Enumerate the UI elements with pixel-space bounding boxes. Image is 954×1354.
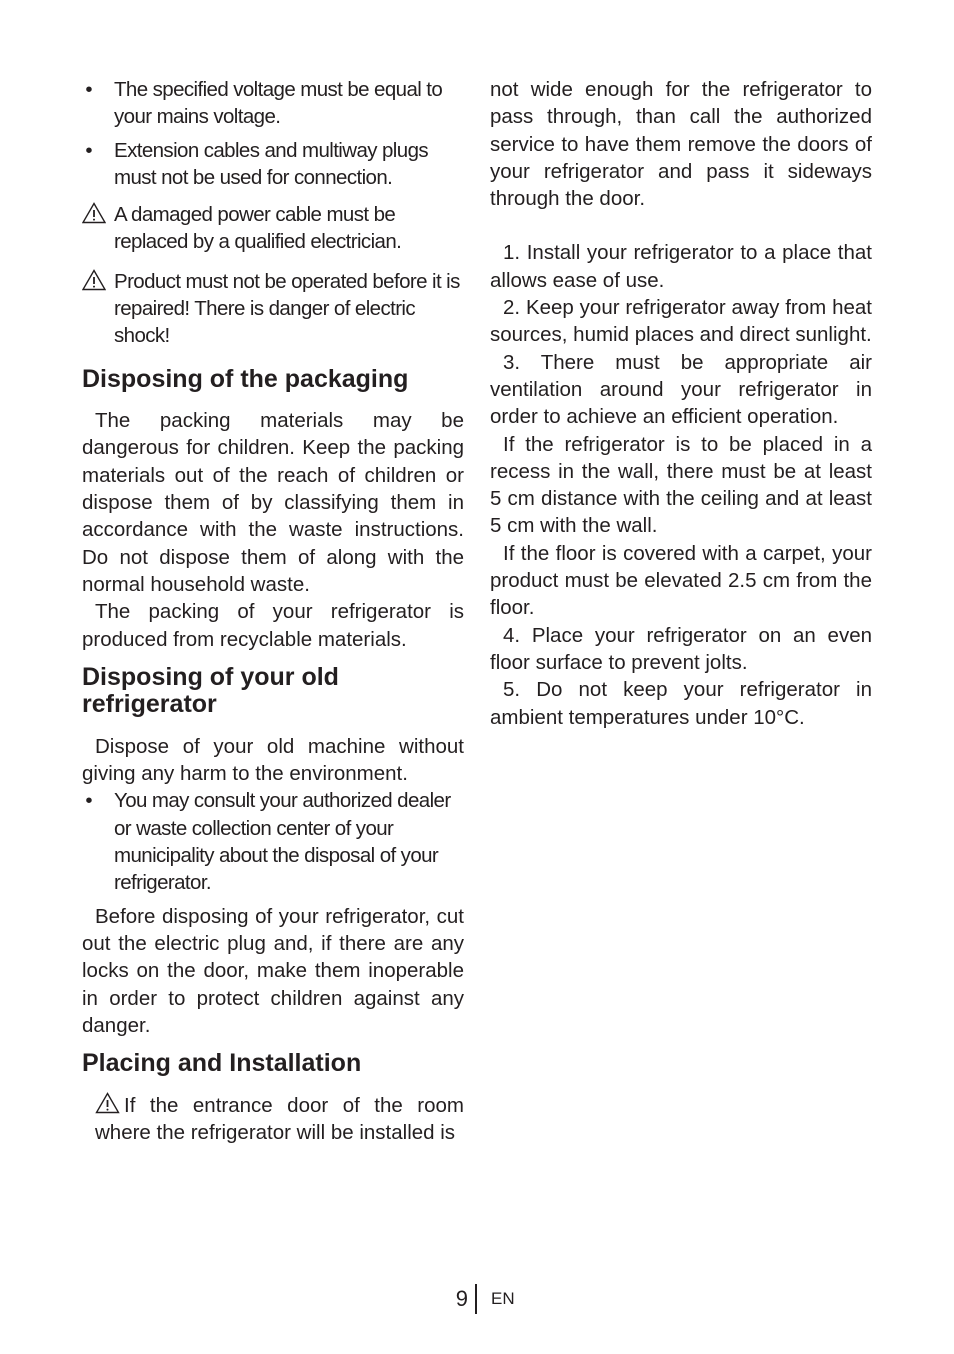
list-item: 4. Place your refrigerator on an even floor surface to prevent jolts.: [490, 623, 872, 674]
left-column: [82, 76, 464, 1146]
list-item: • The specified voltage must be equal to your mains voltage.: [82, 76, 464, 131]
page-number: 9: [455, 1286, 468, 1311]
paragraph: Dispose of your old machine without giving any harm to the environment.: [82, 734, 464, 786]
list-item: 1. Install your refrigerator to a place that allows ease of use.: [490, 241, 872, 292]
warning-triangle-icon: [82, 202, 106, 224]
bullet-dot-icon: •: [85, 138, 93, 162]
language-code: EN: [491, 1289, 515, 1308]
safety-bullet-list: [82, 76, 464, 191]
page-footer: [440, 1284, 515, 1314]
paragraph: Before disposing of your refrigerator, cut out the electric plug and, if there are any locks on the door, make them inoperable in order to protect children against any danger.: [82, 904, 464, 1037]
list-item: • You may consult your authorized dealer or waste collection center of your municipality about the disposal of your refrigerator.: [82, 787, 464, 896]
warning-triangle-icon: [95, 1092, 120, 1114]
paragraph: not wide enough for the refrigerator to pass through, than call the authorized service to have them remove the doors of your refrigerator and pass it sideways through the door.: [490, 78, 872, 211]
section-title-packaging: Disposing of the packaging: [82, 364, 409, 393]
bullet-dot-icon: •: [85, 789, 93, 813]
list-item: • Extension cables and multiway plugs must not be used for connection.: [82, 137, 464, 192]
paragraph: If the refrigerator is to be placed in a recess in the wall, there must be at least 5 cm distance with the ceiling and at least 5 cm with the wall.: [490, 432, 872, 538]
list-item: 2. Keep your refrigerator away from heat sources, humid places and direct sunlight.: [490, 296, 872, 347]
warning-note: A damaged power cable must be replaced by a qualified electrician.: [82, 201, 464, 256]
bullet-dot-icon: •: [85, 78, 93, 101]
paragraph: The packing of your refrigerator is produced from recyclable materials.: [82, 600, 464, 651]
paragraph: If the floor is covered with a carpet, your product must be elevated 2.5 cm from the floor.: [490, 541, 872, 620]
disposal-bullet-list: [82, 787, 464, 896]
paragraph: The packing materials may be dangerous for children. Keep the packing materials out of the reach of children or dispose them of by classifying them in accordance with the waste instructions. Do not dispose them of along with the normal household waste.: [82, 409, 464, 596]
right-column: [490, 76, 872, 731]
list-item: 3. There must be appropriate air ventilation around your refrigerator in order to achieve an efficient operation.: [490, 350, 872, 429]
list-item: 5. Do not keep your refrigerator in ambient temperatures under 10°C.: [490, 678, 872, 729]
section-title-placing: Placing and Installation: [82, 1049, 362, 1078]
section-title-old-refrigerator: Disposing of your old refrigerator: [82, 662, 339, 719]
placing-warning-paragraph: If the entrance door of the room where the refrigerator will be installed is: [95, 1093, 464, 1144]
warning-note: Product must not be operated before it is repaired! There is danger of electric shock!: [82, 268, 464, 350]
warning-triangle-icon: [82, 269, 106, 291]
